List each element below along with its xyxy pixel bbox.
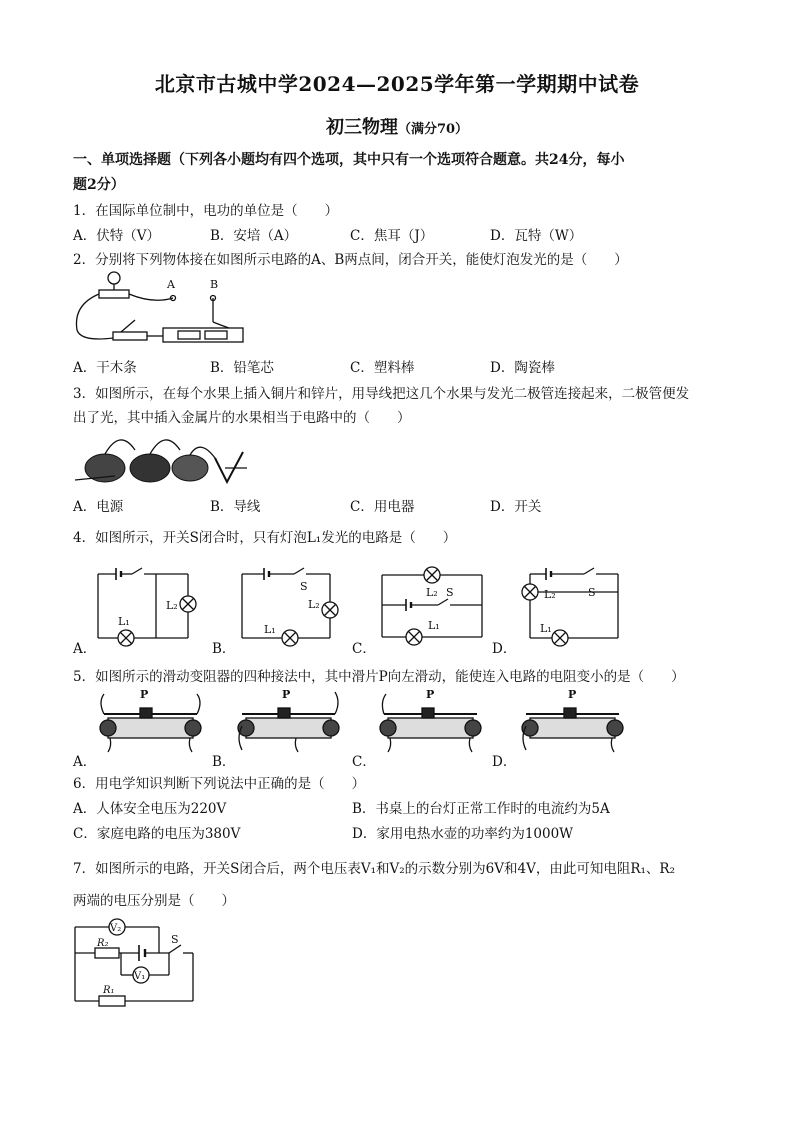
q6-option-d: D．家用电热水壶的功率约为1000W <box>352 826 574 842</box>
q7-stem-line1: 7．如图所示的电路，开关S闭合后，两个电压表V₁和V₂的示数分别为6V和4V，由此可知电阻R₁、R₂ <box>73 861 675 877</box>
q4-stem: 4．如图所示，开关S闭合时，只有灯泡L₁发光的电路是（ ） <box>73 530 457 546</box>
q5-stem: 5．如图所示的滑动变阻器的四种接法中，其中滑片P向左滑动，能使连入电路的电阻变小的是（ ） <box>73 669 685 685</box>
q1-option-b: B．安培（A） <box>210 228 298 244</box>
svg-text:S: S <box>446 586 454 599</box>
q7-r2-label: R₂ <box>97 938 109 949</box>
q5-p-label-c: P <box>426 688 435 701</box>
q5-rheostat-b <box>236 690 341 752</box>
q7-v2-label: V₂ <box>110 923 122 934</box>
q7-circuit-figure <box>73 913 203 1005</box>
q2-option-c: C．塑料棒 <box>350 360 415 376</box>
q4-circuit-d <box>522 568 632 643</box>
q1-stem: 1．在国际单位制中，电功的单位是（ ） <box>73 203 339 219</box>
score-note: （满分70） <box>397 122 469 137</box>
q3-option-d: D．开关 <box>490 499 542 515</box>
q4-label-c: C． <box>352 641 376 657</box>
svg-text:S: S <box>300 580 308 593</box>
svg-text:S: S <box>588 586 596 599</box>
q3-option-b: B．导线 <box>210 499 261 515</box>
q6-option-c: C．家庭电路的电压为380V <box>73 826 241 842</box>
q5-rheostat-c <box>378 690 483 752</box>
q6-option-a: A．人体安全电压为220V <box>73 801 227 817</box>
q5-rheostat-a <box>98 690 203 752</box>
svg-text:L₂: L₂ <box>308 598 320 611</box>
q5-label-a: A． <box>73 754 97 770</box>
q3-stem-line2: 出了光，其中插入金属片的水果相当于电路中的（ ） <box>73 410 411 426</box>
q2-stem: 2．分别将下列物体接在如图所示电路的A、B两点间，闭合开关，能使灯泡发光的是（ ） <box>73 252 628 268</box>
q3-fruit-battery-figure <box>75 428 250 488</box>
q2-label-a: A <box>167 278 175 291</box>
svg-text:L₂: L₂ <box>426 586 438 599</box>
q4-label-b: B． <box>212 641 236 657</box>
q2-option-d: D．陶瓷棒 <box>490 360 555 376</box>
q5-label-b: B． <box>212 754 236 770</box>
svg-text:L₁: L₁ <box>264 623 276 636</box>
q1-option-a: A．伏特（V） <box>73 228 160 244</box>
q3-stem-line1: 3．如图所示，在每个水果上插入铜片和锌片，用导线把这几个水果与发光二极管连接起来，二极管便发 <box>73 386 690 402</box>
section-heading-line1: 一、单项选择题（下列各小题均有四个选项，其中只有一个选项符合题意。共24分，每小 <box>73 152 625 168</box>
subject-name: 初三物理 <box>325 117 398 138</box>
q7-v1-label: V₁ <box>134 971 146 982</box>
q3-option-a: A．电源 <box>73 499 124 515</box>
svg-text:L₁: L₁ <box>540 622 552 635</box>
q5-label-d: D． <box>492 754 517 770</box>
q2-option-a: A．干木条 <box>73 360 137 376</box>
svg-text:L₂: L₂ <box>166 599 178 612</box>
q4-circuit-c <box>382 565 492 645</box>
q5-p-label-d: P <box>568 688 577 701</box>
q1-option-c: C．焦耳（J） <box>350 228 434 244</box>
q4-circuit-a <box>98 568 208 643</box>
exam-subtitle <box>0 113 794 139</box>
q2-label-b: B <box>210 278 219 291</box>
q4-label-d: D． <box>492 641 517 657</box>
exam-title: 北京市古城中学2024—2025学年第一学期期中试卷 <box>154 72 640 96</box>
q5-p-label-b: P <box>282 688 291 701</box>
q3-option-c: C．用电器 <box>350 499 415 515</box>
q5-label-c: C． <box>352 754 376 770</box>
q1-option-d: D．瓦特（W） <box>490 228 583 244</box>
q5-p-label-a: P <box>140 688 149 701</box>
q4-label-a: A． <box>73 641 97 657</box>
q7-stem-line2: 两端的电压分别是（ ） <box>73 893 235 909</box>
q4-circuit-b <box>242 568 352 643</box>
q7-r1-label: R₁ <box>103 985 115 996</box>
q2-circuit-figure <box>73 270 273 355</box>
svg-text:L₁: L₁ <box>428 619 440 632</box>
q7-s-label: S <box>171 933 179 946</box>
q6-stem: 6．用电学知识判断下列说法中正确的是（ ） <box>73 776 366 792</box>
svg-text:L₁: L₁ <box>118 615 130 628</box>
svg-text:L₂: L₂ <box>544 588 556 601</box>
q5-rheostat-d <box>520 690 625 752</box>
q6-option-b: B．书桌上的台灯正常工作时的电流约为5A <box>352 801 610 817</box>
q2-option-b: B．铅笔芯 <box>210 360 274 376</box>
section-heading-line2: 题2分） <box>73 177 125 193</box>
